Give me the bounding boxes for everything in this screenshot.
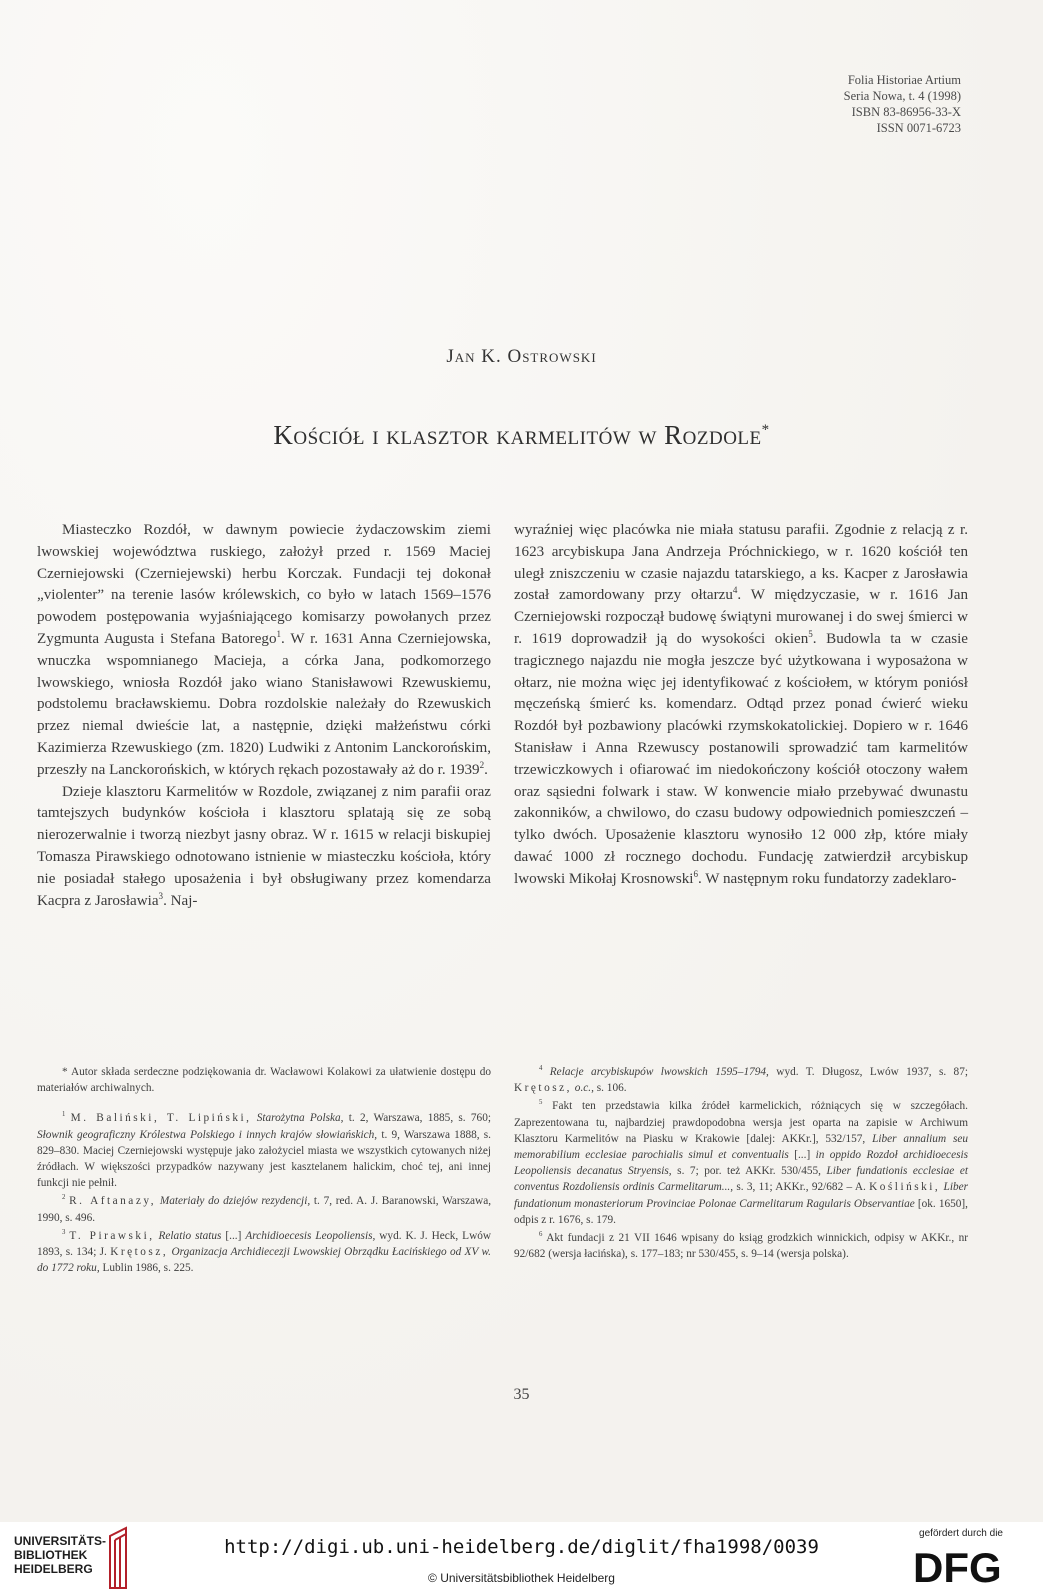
- body-column-left: [37, 520, 491, 912]
- footnote-author: M. Baliński, T. Lipiński,: [70, 1112, 252, 1125]
- journal-series: Seria Nowa, t. 4 (1998): [843, 89, 961, 103]
- journal-name: Folia Historiae Artium: [847, 73, 961, 87]
- footnote-author: Kośliński,: [869, 1181, 941, 1194]
- footnote-author: Krętosz,: [110, 1246, 169, 1259]
- dfg-logo-icon: [913, 1542, 1005, 1586]
- footnote-number: 4: [539, 1065, 543, 1073]
- copyright-notice: © Universitätsbibliothek Heidelberg: [428, 1571, 615, 1585]
- paragraph-text: wyraźniej więc placówka nie miała statusu parafii. Zgodnie z relacją z r. 1623 arcybiskupa Jana Andrzeja Próchnickiego, w r. 1620 kościół ten uległ zniszczeniu w czasie najazdu tatarskiego, a ks. Kacper z Jarosławia został zamordowany przy ołtarzu: [514, 522, 968, 604]
- footnote-title: in oppido Rozdoł archidioecesis Leopoliensis decanatus Stryensis,: [514, 1149, 969, 1178]
- footnote-title: Liber fundationum monasteriorum Provinciae Polonae Carmelitarum Ragularis Observantiae: [514, 1181, 969, 1210]
- footnote-ref: 3: [158, 890, 164, 901]
- footnote-text: Fakt ten przedstawia kilka źródeł karmelickich, różniących się w szczegółach. Zaprezentowana tu, najbardziej prawdopodobna wersja jest oparta na zapisie w Archiwum Klasztoru Karmelitów na Piasku w Krakowie [dalej: AKKr.], 532/157,: [514, 1100, 968, 1145]
- footnote-title: Starożytna Polska,: [256, 1112, 344, 1125]
- footnote-ref: 5: [808, 628, 813, 639]
- footnote-ref: 2: [479, 759, 485, 770]
- footnote-title: Liber fundationis ecclesiae et conventus Rozdoliensis ordinis Carmelitarum...,: [514, 1165, 968, 1194]
- journal-issn: ISSN 0071-6723: [876, 121, 961, 135]
- footnote-text: t. 9, Warszawa 1888, s. 829–830. Maciej Czerniejowski występuje jako założyciel miasta we wszystkich cytowanych niżej źródłach. W większości przypadków nazywany jest kasztelanem halickim, choć tej, ani innej funkcji nie pełnił.: [37, 1128, 491, 1190]
- paragraph-text: Dzieje klasztoru Karmelitów w Rozdole, związanej z nim parafii oraz tamtejszych budynków kościoła i klasztoru splatają się ze sobą nierozerwalnie i tworzą niezbyt jasny obraz. W r. 1615 w relacji biskupiej Tomasza Pirawskiego odnotowano istnienie w miasteczku kościoła, który nie posiadał stałego uposażenia i był obsługiwany przez komendarza Kacpra z Jarosławia: [37, 783, 491, 909]
- footnote-text: t. 7, red. A. J. Baranowski, Warszawa, 1990, s. 496.: [37, 1195, 492, 1224]
- footnote-title: Słownik geograficzny Królestwa Polskiego i innych krajów słowiańskich,: [37, 1128, 378, 1141]
- footnote-6: [514, 1230, 968, 1262]
- article-author: Jan K. Ostrowski: [446, 346, 597, 367]
- footnote-number: 5: [539, 1099, 543, 1107]
- footnotes-left: [37, 1064, 491, 1278]
- library-name-line: HEIDELBERG: [14, 1562, 93, 1576]
- footnote-ref: 1: [276, 628, 282, 639]
- footnote-ref: 4: [732, 585, 738, 596]
- footnote-3: [37, 1228, 491, 1277]
- footnote-title: Relatio status: [158, 1229, 222, 1242]
- paragraph: [37, 520, 491, 782]
- footnote-5: [514, 1098, 968, 1228]
- funding-caption: gefördert durch die: [919, 1528, 1003, 1539]
- footnote-text: [...]: [794, 1149, 811, 1162]
- footnotes-right: [514, 1064, 968, 1264]
- footnote-text: [...]: [225, 1229, 242, 1242]
- footnote-title: Liber annalium seu memorabilium ecclesiae parochialis simul et conventualis: [514, 1132, 968, 1162]
- paragraph-text: . W międzyczasie, w r. 1616 Jan Czerniejowski rozpoczął budowę świątyni murowanej i do swej śmierci w r. 1619 doprowadził ją do wysokości okien: [514, 587, 968, 647]
- footnote-author: T. Pirawski,: [69, 1229, 155, 1242]
- footnote-text: Akt fundacji z 21 VII 1646 wpisany do ksiąg grodzkich winnickich, odpisy w AKKr., nr 92/682 (wersja łacińska), s. 177–183; nr 530/455, s. 9–14 (wersja polska).: [514, 1232, 969, 1261]
- footnote-number: 6: [539, 1231, 543, 1239]
- journal-header: [844, 72, 961, 136]
- body-column-right: [514, 520, 968, 891]
- footnote-author: R. Aftanazy,: [69, 1195, 157, 1208]
- footnote-ref: 6: [693, 868, 698, 879]
- article-title: [0, 420, 1043, 451]
- footnote-text: s. 7; por. też AKKr. 530/455,: [677, 1165, 821, 1178]
- paragraph-text: . W następnym roku fundatorzy zadeklaro-: [697, 870, 957, 887]
- footnote-number: 1: [62, 1111, 66, 1119]
- paragraph: [514, 520, 968, 891]
- footnote-2: [37, 1193, 491, 1225]
- paragraph-text: . W r. 1631 Anna Czerniejowska, wnuczka wspomnianego Macieja, a córka Jana, podkomorzego lwowskiego, wniosła Rozdół jako wiano Stanisławowi Rzewuskiemu, podstolemu bracławskiemu. Dobra rozdolskie należały do Rzewuskich przez niemal dwieście lat, a następnie, dzięki małżeństwu córki Kazimierza Rzewuskiego (zm. 1820) Ludwiki z Antonim Lanckorońskim, przeszły na Lanckorońskich, w których rękach pozostawały aż do r. 1939: [37, 630, 491, 778]
- paragraph-text: Miasteczko Rozdół, w dawnym powiecie żydaczowskim ziemi lwowskiej województwa ruskiego, założył przed r. 1569 Maciej Czerniejowski (Czerniejewski) herbu Korczak. Fundacji tej dokonał „violenter” na terenie lasów królewskich, co było w latach 1569–1576 powodem postępowania wyjaśniającego komisarzy powołanych przez Zygmunta Augusta i Stefana Batorego: [37, 522, 491, 647]
- page-number: 35: [513, 1386, 530, 1403]
- footnote-title: Relacje arcybiskupów lwowskich 1595–1794,: [549, 1066, 769, 1078]
- title-footnote-mark: *: [761, 422, 770, 438]
- paragraph: [37, 782, 491, 913]
- footnote-text: wyd. T. Długosz, Lwów 1937, s. 87;: [776, 1066, 968, 1078]
- footnote-star: * Autor składa serdeczne podziękowania dr. Wacławowi Kolakowi za ułatwienie dostępu do materiałów archiwalnych.: [37, 1066, 491, 1095]
- paragraph-text: . Budowla ta w czasie tragicznego najazdu nie mogła jeszcze być użytkowana i wyposażona w ołtarz, nie można więc jej identyfikować z kościołem, w którym poniósł męczeńską śmierć ks. komendarz. Odtąd przez ponad ćwierć wieku Rozdół był pozbawiony placówki rzymskokatolickiej. Dopiero w r. 1646 Stanisław i Anna Rzewuscy postanowili sprowadzić tam karmelitów trzewiczkowych i ofiarować im niedokończony kościół otoczony wałem oraz sąsiedni folwark i staw. W konwencie miało przebywać dwunastu zakonników, a chwilowo, do czasu budowy odpowiednich pomieszczeń – tylko dwóch. Uposażenie klasztoru wynosiło 12 000 złp, które miały dawać 1000 zł rocznego dochodu. Fundację zatwierdził arcybiskup lwowski Mikołaj Krosnowski: [514, 630, 968, 887]
- footnote-text: s. 3, 11; AKKr., 92/682 – A.: [736, 1181, 866, 1194]
- dfg-logo-text: DFG: [913, 1544, 1002, 1586]
- footnote-text: [ok. 1650], odpis z r. 1676, s. 179.: [514, 1197, 969, 1226]
- footnote-title: o.c.,: [574, 1082, 594, 1095]
- footnote-author: Krętosz,: [514, 1082, 572, 1095]
- footnote-text: s. 106.: [596, 1082, 627, 1095]
- permalink-url[interactable]: http://digi.ub.uni-heidelberg.de/diglit/fha1998/0039: [224, 1536, 819, 1558]
- paragraph-text: . Naj-: [163, 892, 198, 909]
- footnote-title: Materiały do dziejów rezydencji,: [159, 1195, 311, 1208]
- footnote-title: Organizacja Archidiecezji Lwowskiej Obrządku Łacińskiego od XV w. do 1772 roku,: [37, 1246, 491, 1275]
- footnote-title: Archidioecesis Leopoliensis,: [245, 1229, 376, 1242]
- footnote-4: [514, 1064, 968, 1096]
- footnote-1: [37, 1110, 491, 1191]
- footnote-number: 3: [62, 1229, 66, 1237]
- library-name-line: UNIVERSITÄTS-: [14, 1534, 107, 1548]
- article-title-text: Kościół i klasztor karmelitów w Rozdole: [273, 420, 762, 450]
- footnote-text: t. 2, Warszawa, 1885, s. 760;: [348, 1112, 491, 1125]
- journal-isbn: ISBN 83-86956-33-X: [851, 105, 961, 119]
- footnote-text: Lublin 1986, s. 225.: [102, 1262, 194, 1275]
- paragraph-text: .: [484, 761, 488, 778]
- footnote-text: wyd. K. J. Heck, Lwów 1893, s. 134; J.: [37, 1229, 492, 1259]
- footnote-number: 2: [62, 1194, 66, 1202]
- library-name-line: BIBLIOTHEK: [14, 1548, 88, 1562]
